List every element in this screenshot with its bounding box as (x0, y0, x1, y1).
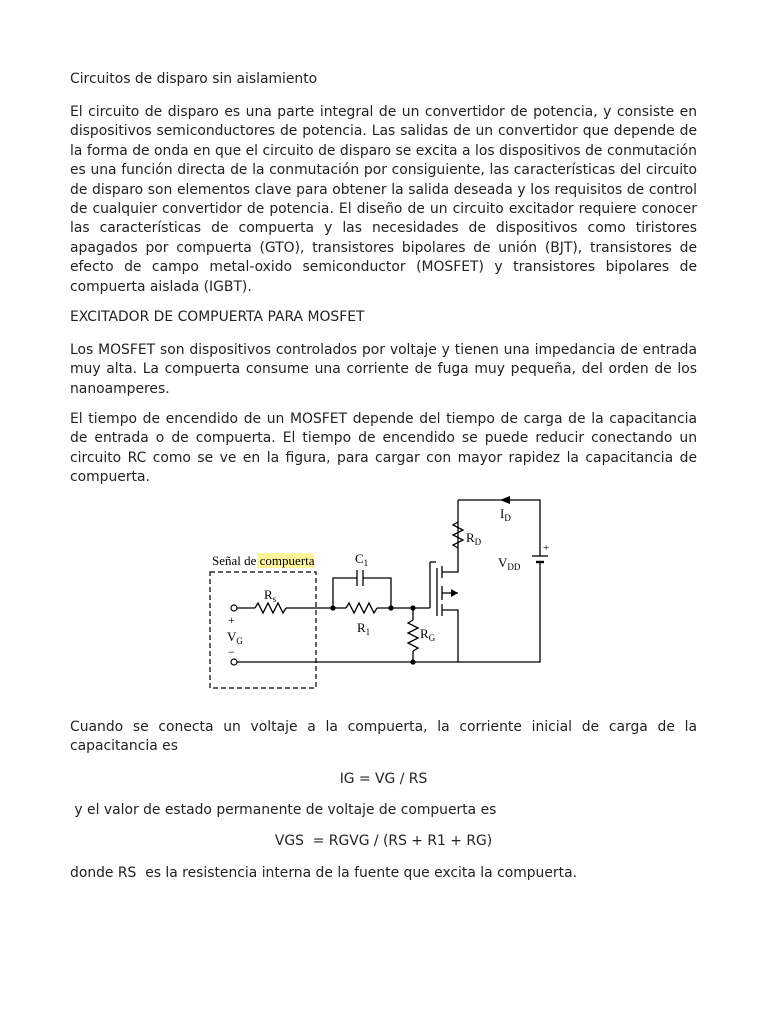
label-vg: $V_G$ (227, 629, 243, 646)
label-battery-plus: + (543, 542, 550, 554)
paragraph-rs-definition: donde RS es la resistencia interna de la fuente que excita la compuerta. (70, 865, 577, 881)
label-c1: $C_1$ (355, 551, 369, 568)
label-rd: $R_D$ (466, 530, 482, 547)
body-arrow-icon (451, 589, 458, 597)
paragraph-steady-state: y el valor de estado permanente de voltaje de compuerta es (70, 802, 497, 818)
mosfet-gate-drive-circuit-diagram (200, 490, 570, 695)
junction-dots (330, 605, 415, 664)
label-rg: $R_G$ (420, 626, 436, 643)
gate-signal-source-box (210, 572, 316, 688)
label-vdd: $V_{DD}$ (498, 555, 521, 572)
section-heading-mosfet-driver: EXCITADOR DE COMPUERTA PARA MOSFET (70, 309, 365, 325)
circuit-wires (237, 500, 548, 662)
paragraph-turn-on-time: El tiempo de encendido de un MOSFET depende del tiempo de carga de la capacitancia de entrada o de compuerta. El tiempo de encendido se puede reducir conectando un circuito RC como se ve en la figura, para cargar con mayor rapidez la capacitancia de compuerta. (70, 411, 697, 486)
label-id: $I_D$ (500, 506, 511, 523)
label-rs: $R_s$ (264, 587, 277, 604)
current-direction-arrow-icon (500, 496, 510, 504)
paragraph-intro: El circuito de disparo es una parte integral de un convertidor de potencia, y consiste en dispositivos semiconductores de potencia. Las salidas de un convertidor que depende de la forma de onda en que el circuito de disparo se excita a los dispositivos de conmutación es una función directa de la conmutación por consiguiente, las características del circuito de disparo son elementos clave para obtener la salida deseada y los requisitos de control de cualquier convertidor de potencia. El diseño de un circuito excitador requiere conocer las características de compuerta y las necesidades de dispositivos como tiristores apagados por compuerta (GTO), transistores bipolares de unión (BJT), transistores de efecto de campo metal-oxido semiconductor (MOSFET) y transistores bipolares de compuerta aislada (IGBT). (70, 104, 697, 295)
label-r1: $R_1$ (357, 620, 371, 637)
paragraph-mosfet: Los MOSFET son dispositivos controlados por voltaje y tienen una impedancia de entrada muy alta. La compuerta consume una corriente de fuga muy pequeña, del orden de los nanoamperes. (70, 342, 697, 397)
equation-ig: IG = VG / RS (339, 771, 428, 787)
signal-source-label: Señal de compuerta (212, 553, 315, 568)
label-minus: − (228, 645, 235, 659)
section-heading-drive-circuits: Circuitos de disparo sin aislamiento (70, 71, 318, 87)
equation-vgs: VGS = RGVG / (RS + R1 + RG) (274, 833, 493, 849)
label-plus: + (228, 613, 235, 627)
paragraph-initial-current: Cuando se conecta un voltaje a la compuerta, la corriente inicial de carga de la capacitancia es (70, 719, 697, 755)
